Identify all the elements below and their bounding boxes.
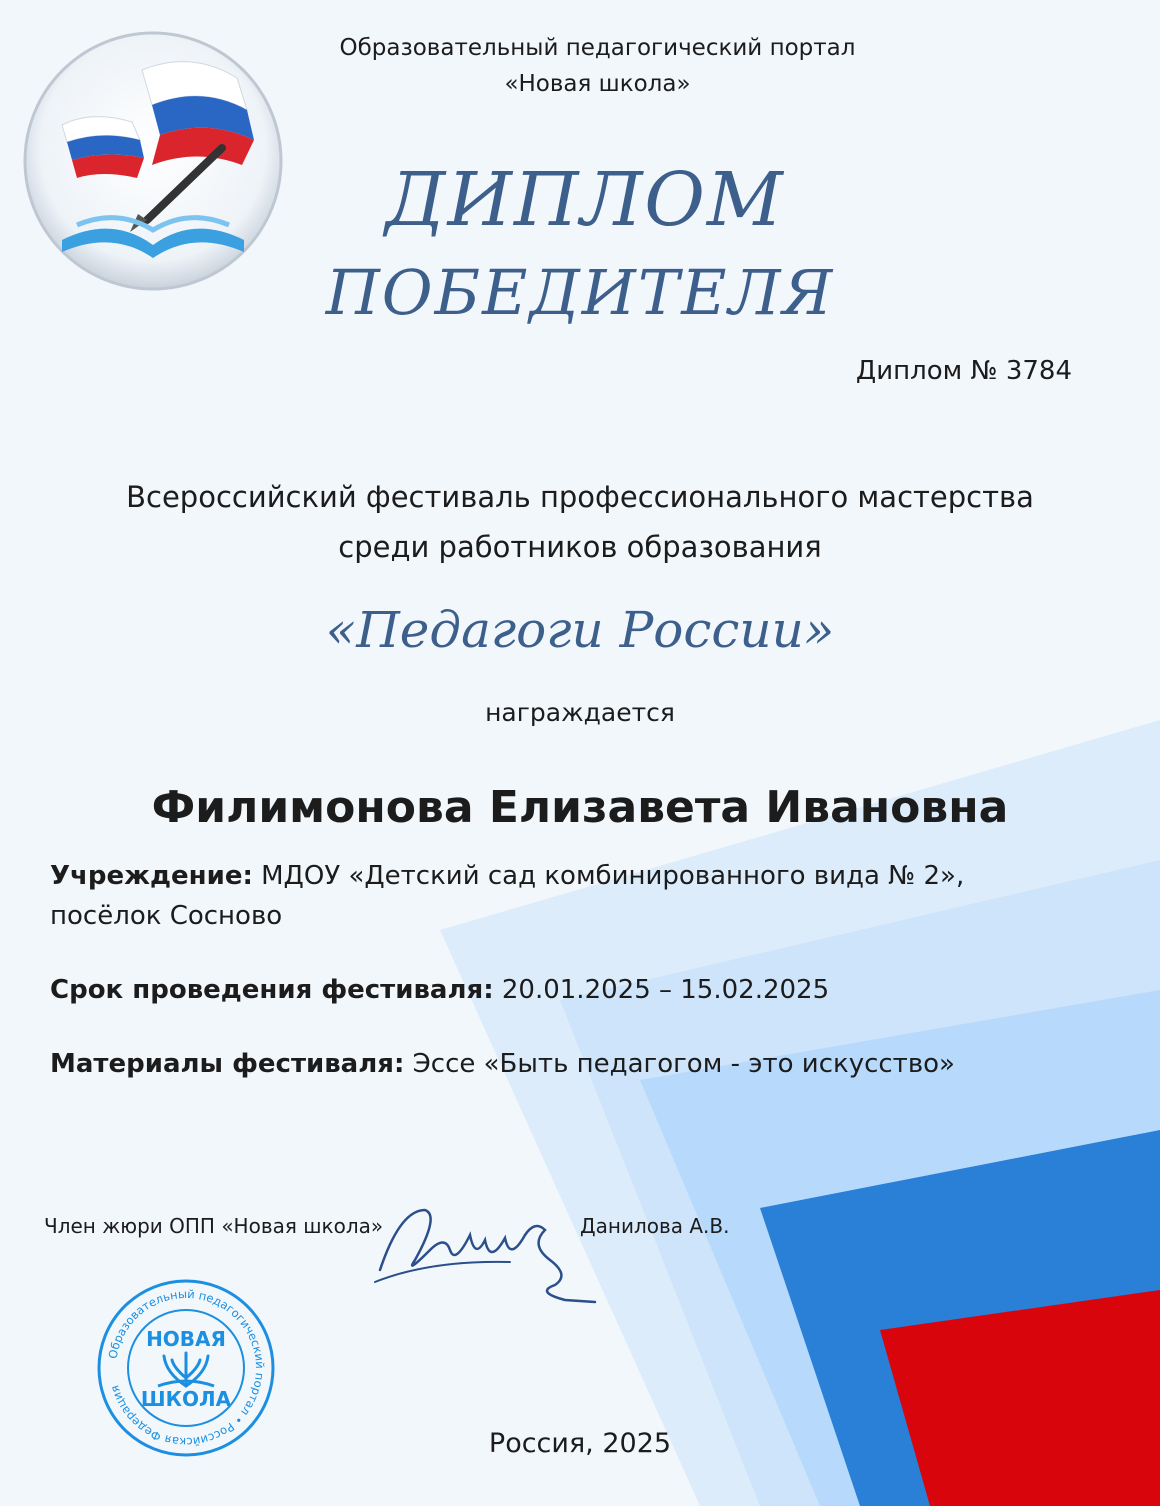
festival-name: «Педагоги России» [325,601,835,659]
diploma-title: ДИПЛОМ [385,157,785,243]
materials-value: Эссе «Быть педагогом - это искусство» [412,1049,955,1079]
jury-label: Член жюри ОПП «Новая школа» [44,1214,384,1238]
materials-label: Материалы фестиваля: [50,1049,405,1079]
footer-place-year: Россия, 2025 [488,1428,672,1459]
period-value: 20.01.2025 – 15.02.2025 [501,975,830,1005]
institution-field [50,856,1050,936]
stamp-ring-text: Образовательный педагогический портал • Российская Федерация [105,1286,268,1450]
institution-value-line-2: посёлок Сосново [50,901,283,931]
handwritten-signature-icon [370,1190,610,1310]
portal-header [180,30,1015,102]
institution-label: Учреждение: [50,861,253,891]
awarded-label: награждается [485,698,675,727]
stamp-center-bottom: ШКОЛА [140,1387,232,1411]
diploma-number: Диплом № 3784 [855,356,1072,386]
festival-line-2: среди работников образования [338,530,822,564]
diploma-subtitle: ПОБЕДИТЕЛЯ [325,256,835,329]
materials-field [50,1044,1050,1084]
portal-line-2: «Новая школа» [504,71,691,97]
period-field [50,970,1050,1010]
festival-description [0,472,1160,572]
recipient-name: Филимонова Елизавета Ивановна [151,782,1009,833]
festival-line-1: Всероссийский фестиваль профессионального мастерства [126,480,1034,514]
jury-member-name: Данилова А.В. [580,1214,730,1238]
stamp-center-top: НОВАЯ [146,1327,226,1351]
portal-line-1: Образовательный педагогический портал [339,35,856,61]
institution-value: МДОУ «Детский сад комбинированного вида № 2», [261,861,965,891]
period-label: Срок проведения фестиваля: [50,975,494,1005]
